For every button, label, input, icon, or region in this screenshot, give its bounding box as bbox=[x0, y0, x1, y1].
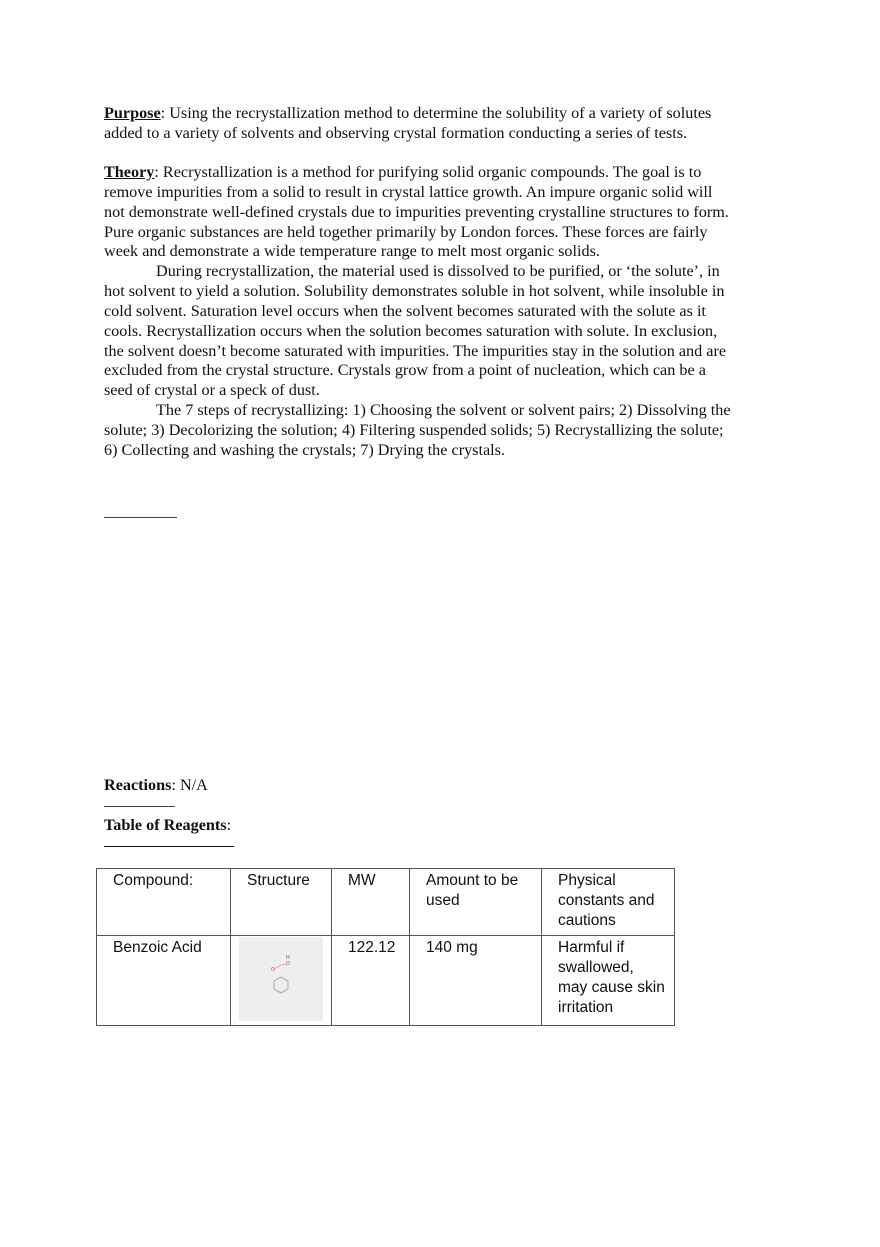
theory-text: excluded from the crystal structure. Crystals grow from a point of nucleation, which can be a bbox=[104, 361, 706, 380]
theory-text: hot solvent to yield a solution. Solubility demonstrates soluble in hot solvent, while insoluble in bbox=[104, 282, 725, 301]
theory-text: : Recrystallization is a method for purifying solid organic compounds. The goal is to bbox=[154, 163, 702, 181]
header-amount: Amount to be used bbox=[410, 869, 542, 936]
purpose-heading: Purpose bbox=[104, 104, 161, 122]
purpose-text: : Using the recrystallization method to determine the solubility of a variety of solutes bbox=[160, 104, 712, 122]
theory-text: The 7 steps of recrystallizing: 1) Choosing the solvent or solvent pairs; 2) Dissolving the bbox=[156, 401, 731, 420]
theory-text: remove impurities from a solid to result in crystal lattice growth. An impure organic solid will bbox=[104, 182, 713, 201]
heading-underline bbox=[104, 846, 234, 847]
reagents-colon: : bbox=[226, 816, 232, 834]
reagents-table bbox=[96, 868, 675, 1026]
reagents-heading: Table of Reagents bbox=[104, 816, 227, 834]
header-structure: Structure bbox=[231, 869, 332, 936]
svg-text:H: H bbox=[286, 955, 290, 961]
svg-text:O: O bbox=[271, 967, 275, 973]
theory-text: the solvent doesn’t become saturated with impurities. The impurities stay in the solution and are bbox=[104, 341, 727, 360]
benzoic-acid-structure-icon bbox=[239, 937, 323, 1021]
theory-text: Pure organic substances are held together primarily by London forces. These forces are fairly bbox=[104, 222, 708, 241]
header-compound: Compound: bbox=[97, 869, 231, 936]
purpose-text: added to a variety of solvents and observing crystal formation conducting a series of tests. bbox=[104, 123, 688, 142]
theory-text: cools. Recrystallization occurs when the solution becomes saturation with solute. In exclusion, bbox=[104, 321, 718, 340]
theory-text: During recrystallization, the material used is dissolved to be purified, or ‘the solute’, in bbox=[156, 262, 720, 281]
theory-text: week and demonstrate a wide temperature range to melt most organic solids. bbox=[104, 242, 600, 261]
theory-text: 6) Collecting and washing the crystals; 7) Drying the crystals. bbox=[104, 440, 506, 459]
theory-text: seed of crystal or a speck of dust. bbox=[104, 381, 320, 400]
cell-compound: Benzoic Acid bbox=[97, 936, 231, 1026]
reactions-value: : N/A bbox=[171, 776, 208, 794]
purpose-section bbox=[104, 104, 794, 144]
header-cautions: Physical constants and cautions bbox=[542, 869, 675, 936]
divider bbox=[104, 806, 175, 807]
header-mw: MW bbox=[332, 869, 410, 936]
theory-heading: Theory bbox=[104, 163, 155, 181]
cell-mw: 122.12 bbox=[332, 936, 410, 1026]
theory-section bbox=[104, 163, 794, 461]
theory-text: cold solvent. Saturation level occurs when the solvent becomes saturated with the solute as it bbox=[104, 301, 706, 320]
table-row bbox=[97, 936, 675, 1026]
theory-text: solute; 3) Decolorizing the solution; 4) Filtering suspended solids; 5) Recrystallizing the solute; bbox=[104, 420, 724, 439]
theory-text: not demonstrate well-defined crystals due to impurities preventing crystalline structures to form. bbox=[104, 202, 729, 221]
reagents-section bbox=[104, 816, 794, 836]
cell-amount: 140 mg bbox=[410, 936, 542, 1026]
divider bbox=[104, 517, 177, 518]
reactions-section bbox=[104, 776, 794, 796]
table-header-row bbox=[97, 869, 675, 936]
reactions-heading: Reactions bbox=[104, 776, 172, 794]
cell-cautions: Harmful if swallowed, may cause skin irritation bbox=[542, 936, 675, 1026]
svg-text:O: O bbox=[286, 961, 290, 967]
